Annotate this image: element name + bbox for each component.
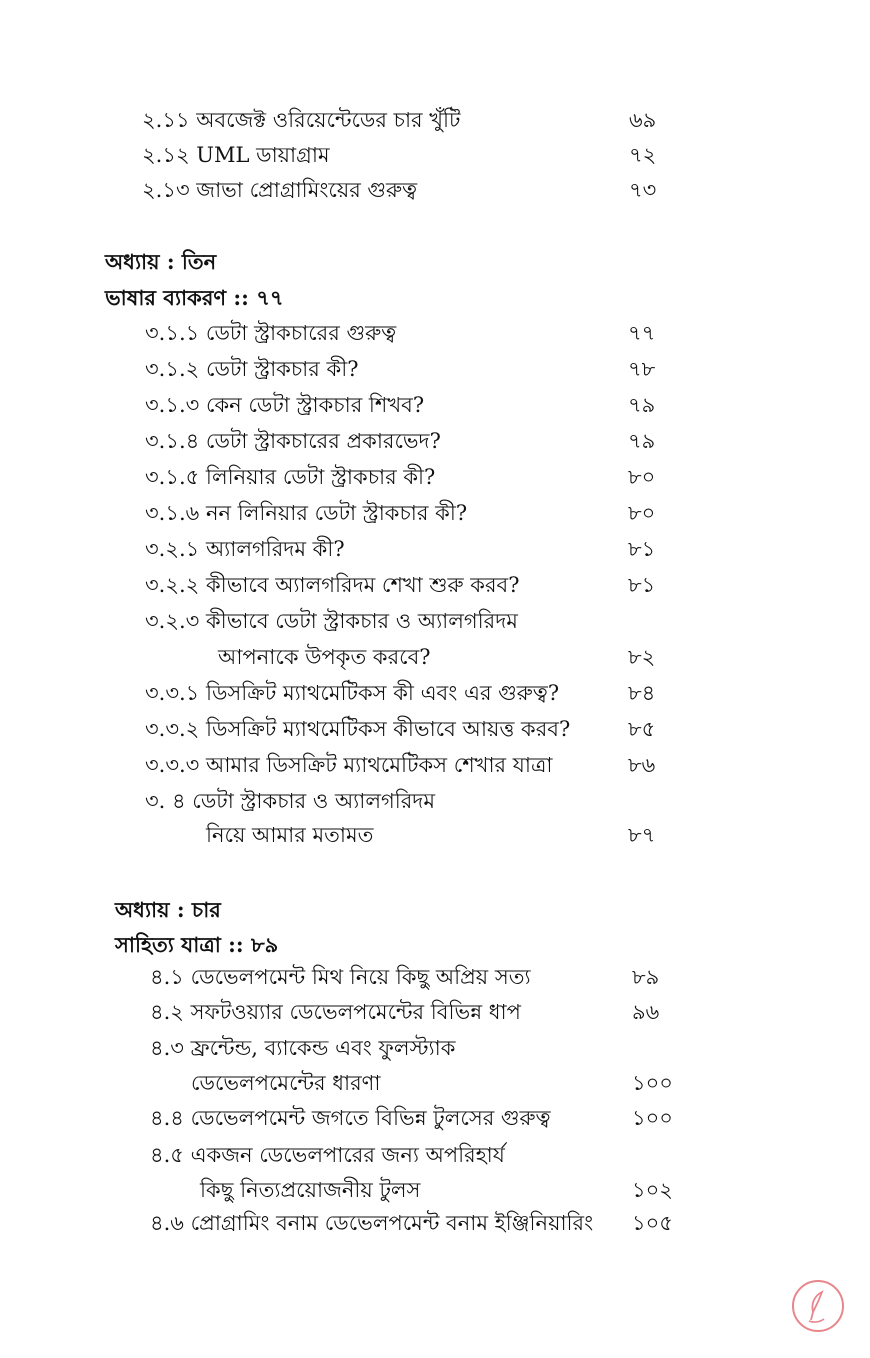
toc-entry-title: নিয়ে আমার মতামত <box>206 823 374 847</box>
toc-entry-title: ৪.১ ডেভেলপমেন্ট মিথ নিয়ে কিছু অপ্রিয় সত্য <box>150 965 531 989</box>
toc-entry-title: ৩.১.৬ নন লিনিয়ার ডেটা স্ট্রাকচার কী? <box>145 501 468 525</box>
chapter-title: সাহিত্য যাত্রা :: ৮৯ <box>115 932 279 957</box>
toc-entry-page: ৮৯ <box>632 965 660 989</box>
toc-entry-page: ৭২ <box>629 143 657 167</box>
toc-entry-title: ৪.৩ ফ্রন্টেন্ড, ব্যাকেন্ড এবং ফুলস্ট্যাক <box>150 1036 456 1060</box>
toc-entry-title: ডেভেলপমেন্টের ধারণা <box>191 1071 381 1095</box>
toc-entry-page: ৮৪ <box>628 681 656 705</box>
toc-entry-title: আপনাকে উপকৃত করবে? <box>218 645 431 669</box>
toc-entry-page: ৮২ <box>628 645 656 669</box>
toc-entry-title: ৩.১.১ ডেটা স্ট্রাকচারের গুরুত্ব <box>145 321 397 345</box>
toc-entry-title: ৩.২.১ অ্যালগরিদম কী? <box>145 537 345 561</box>
toc-entry-page: ৭৭ <box>628 321 656 345</box>
toc-entry-page: ৭৩ <box>629 178 657 202</box>
toc-entry-title: ৩.২.২ কীভাবে অ্যালগরিদম শেখা শুরু করব? <box>145 573 520 597</box>
toc-entry-title: ৩.১.৫ লিনিয়ার ডেটা স্ট্রাকচার কী? <box>145 465 436 489</box>
toc-entry-title: ৪.২ সফটওয়্যার ডেভেলপমেন্টের বিভিন্ন ধাপ <box>150 1000 521 1024</box>
chapter-label: অধ্যায় : তিন <box>105 249 217 274</box>
publisher-logo-icon <box>790 1278 846 1334</box>
toc-entry-page: ৮০ <box>628 465 656 489</box>
chapter-title: ভাষার ব্যাকরণ :: ৭৭ <box>105 285 284 310</box>
toc-entry-page: ১০৫ <box>632 1211 673 1235</box>
toc-entry-page: ১০০ <box>632 1071 673 1095</box>
toc-entry-title: ৩.২.৩ কীভাবে ডেটা স্ট্রাকচার ও অ্যালগরিদম <box>145 609 518 633</box>
toc-entry-page: ৭৮ <box>628 357 656 381</box>
chapter-label: অধ্যায় : চার <box>115 897 221 922</box>
toc-entry-page: ৮৫ <box>628 717 656 741</box>
toc-entry-page: ১০০ <box>632 1106 673 1130</box>
toc-entry-title: ৩.১.৩ কেন ডেটা স্ট্রাকচার শিখব? <box>145 393 425 417</box>
toc-entry-title: ৪.৪ ডেভেলপমেন্ট জগতে বিভিন্ন টুলসের গুরুত্ব <box>150 1106 551 1130</box>
toc-entry-title: ৩.৩.৩ আমার ডিসক্রিট ম্যাথমেটিকস শেখার যাত্রা <box>145 753 553 777</box>
toc-entry-page: ৮৭ <box>628 823 656 847</box>
toc-entry-page: ৭৯ <box>628 393 656 417</box>
toc-entry-page: ১০২ <box>632 1178 673 1202</box>
toc-entry-title: ৩.৩.১ ডিসক্রিট ম্যাথমেটিকস কী এবং এর গুরুত্ব? <box>145 681 560 705</box>
toc-entry-title: ৩.১.৪ ডেটা স্ট্রাকচারের প্রকারভেদ? <box>145 429 441 453</box>
toc-entry-title: ৩.৩.২ ডিসক্রিট ম্যাথমেটিকস কীভাবে আয়ত্ত করব? <box>145 717 571 741</box>
toc-entry-title: ২.১১ অবজেক্ট ওরিয়েন্টেডের চার খুঁটি <box>142 108 461 132</box>
toc-entry-title: ৪.৬ প্রোগ্রামিং বনাম ডেভেলপমেন্ট বনাম ইঞ্জিনিয়ারিং <box>150 1211 594 1235</box>
toc-entry-page: ৮১ <box>628 573 656 597</box>
toc-entry-page: ৮১ <box>628 537 656 561</box>
toc-entry-page: ৮৬ <box>628 753 656 777</box>
toc-entry-page: ৬৯ <box>629 108 657 132</box>
toc-entry-title: ৪.৫ একজন ডেভেলপারের জন্য অপরিহার্য <box>150 1143 505 1167</box>
toc-entry-title: কিছু নিত্যপ্রয়োজনীয় টুলস <box>200 1178 421 1202</box>
toc-entry-title: ২.১৩ জাভা প্রোগ্রামিংয়ের গুরুত্ব <box>142 178 418 202</box>
toc-entry-title: ৩.১.২ ডেটা স্ট্রাকচার কী? <box>145 357 359 381</box>
toc-entry-title: ৩. ৪ ডেটা স্ট্রাকচার ও অ্যালগরিদম <box>145 789 436 813</box>
toc-entry-page: ৯৬ <box>632 1000 660 1024</box>
toc-entry-title: ২.১২ UML ডায়াগ্রাম <box>142 143 330 167</box>
toc-entry-page: ৮০ <box>628 501 656 525</box>
toc-entry-page: ৭৯ <box>628 429 656 453</box>
